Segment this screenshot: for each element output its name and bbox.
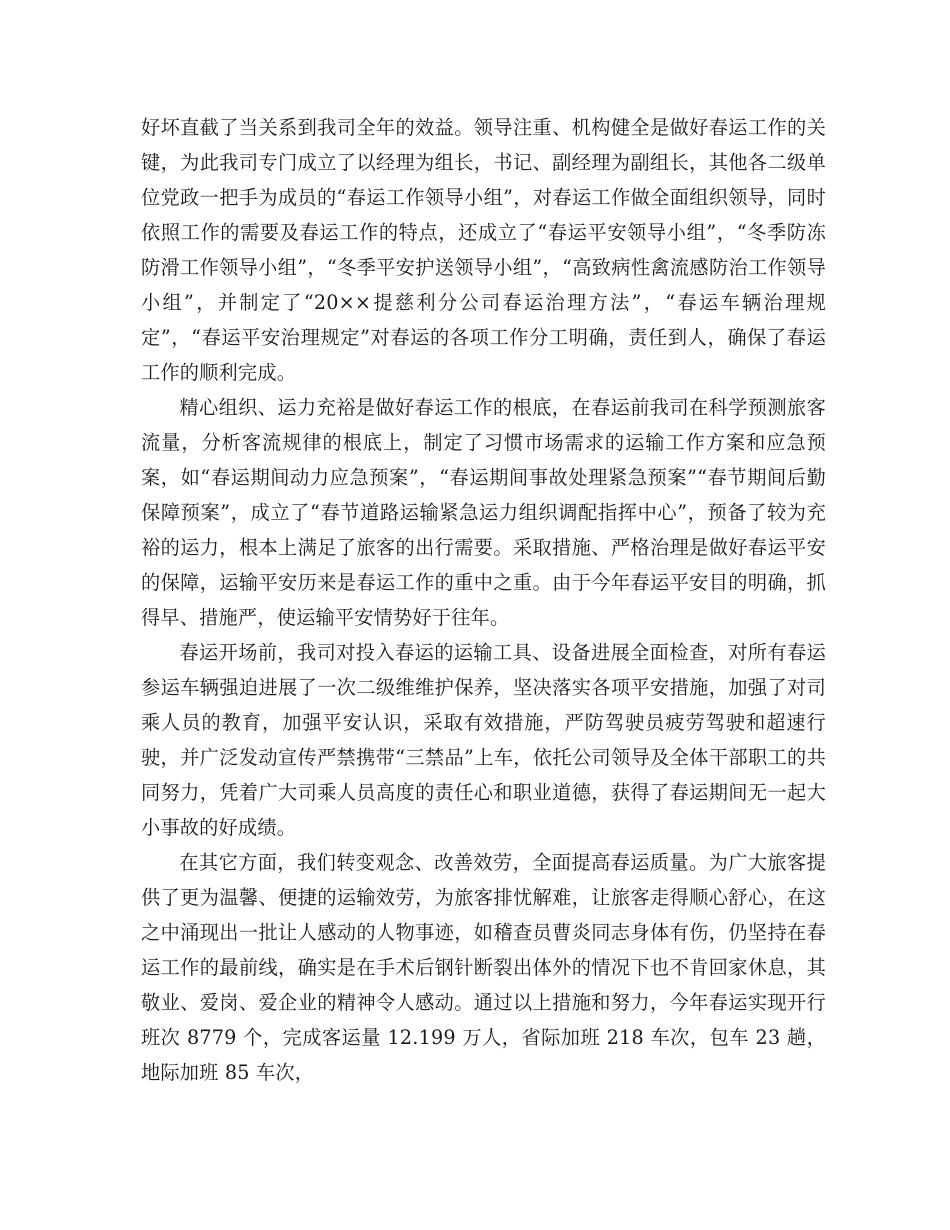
- paragraph-2: 精心组织、运力充裕是做好春运工作的根底，在春运前我司在科学预测旅客流量，分析客流规律的根底上，制定了习惯市场需求的运输工作方案和应急预案，如“春运期间动力应急预案”，“春运期间事故处理紧急预案”“春节期间后勤保障预案”，成立了“春节道路运输紧急运力组织调配指挥中心”，预备了较为充裕的运力，根本上满足了旅客的出行需要。采取措施、严格治理是做好春运平安的保障，运输平安历来是春运工作的重中之重。由于今年春运平安目的明确，抓得早、措施严，使运输平安情势好于往年。: [141, 396, 826, 629]
- paragraph-4: 在其它方面，我们转变观念、改善效劳，全面提高春运质量。为广大旅客提供了更为温馨、便捷的运输效劳，为旅客排忧解难，让旅客走得顺心舒心，在这之中涌现出一批让人感动的人物事迹，如稽查员曹炎同志身体有伤，仍坚持在春运工作的最前线，确实是在手术后钢针断裂出体外的情况下也不肯回家休息，其敬业、爱岗、爱企业的精神令人感动。通过以上措施和努力，今年春运实现开行班次 8779 个，完成客运量 12.199 万人，省际加班 218 车次，包车 23 趟，地际加班 85 车次，: [141, 851, 826, 1084]
- document-body: [141, 110, 826, 1090]
- paragraph-1: 好坏直截了当关系到我司全年的效益。领导注重、机构健全是做好春运工作的关键，为此我司专门成立了以经理为组长，书记、副经理为副组长，其他各二级单位党政一把手为成员的“春运工作领导小组”，对春运工作做全面组织领导，同时依照工作的需要及春运工作的特点，还成立了“春运平安领导小组”，“冬季防冻防滑工作领导小组”，“冬季平安护送领导小组”，“高致病性禽流感防治工作领导小组”，并制定了“20××提慈利分公司春运治理方法”，“春运车辆治理规定”，“春运平安治理规定”对春运的各项工作分工明确，责任到人，确保了春运工作的顺利完成。: [141, 116, 826, 384]
- paragraph-3: 春运开场前，我司对投入春运的运输工具、设备进展全面检查，对所有春运参运车辆强迫进展了一次二级维维护保养，坚决落实各项平安措施，加强了对司乘人员的教育，加强平安认识，采取有效措施，严防驾驶员疲劳驾驶和超速行驶，并广泛发动宣传严禁携带“三禁品”上车，依托公司领导及全体干部职工的共同努力，凭着广大司乘人员高度的责任心和职业道德，获得了春运期间无一起大小事故的好成绩。: [141, 641, 826, 839]
